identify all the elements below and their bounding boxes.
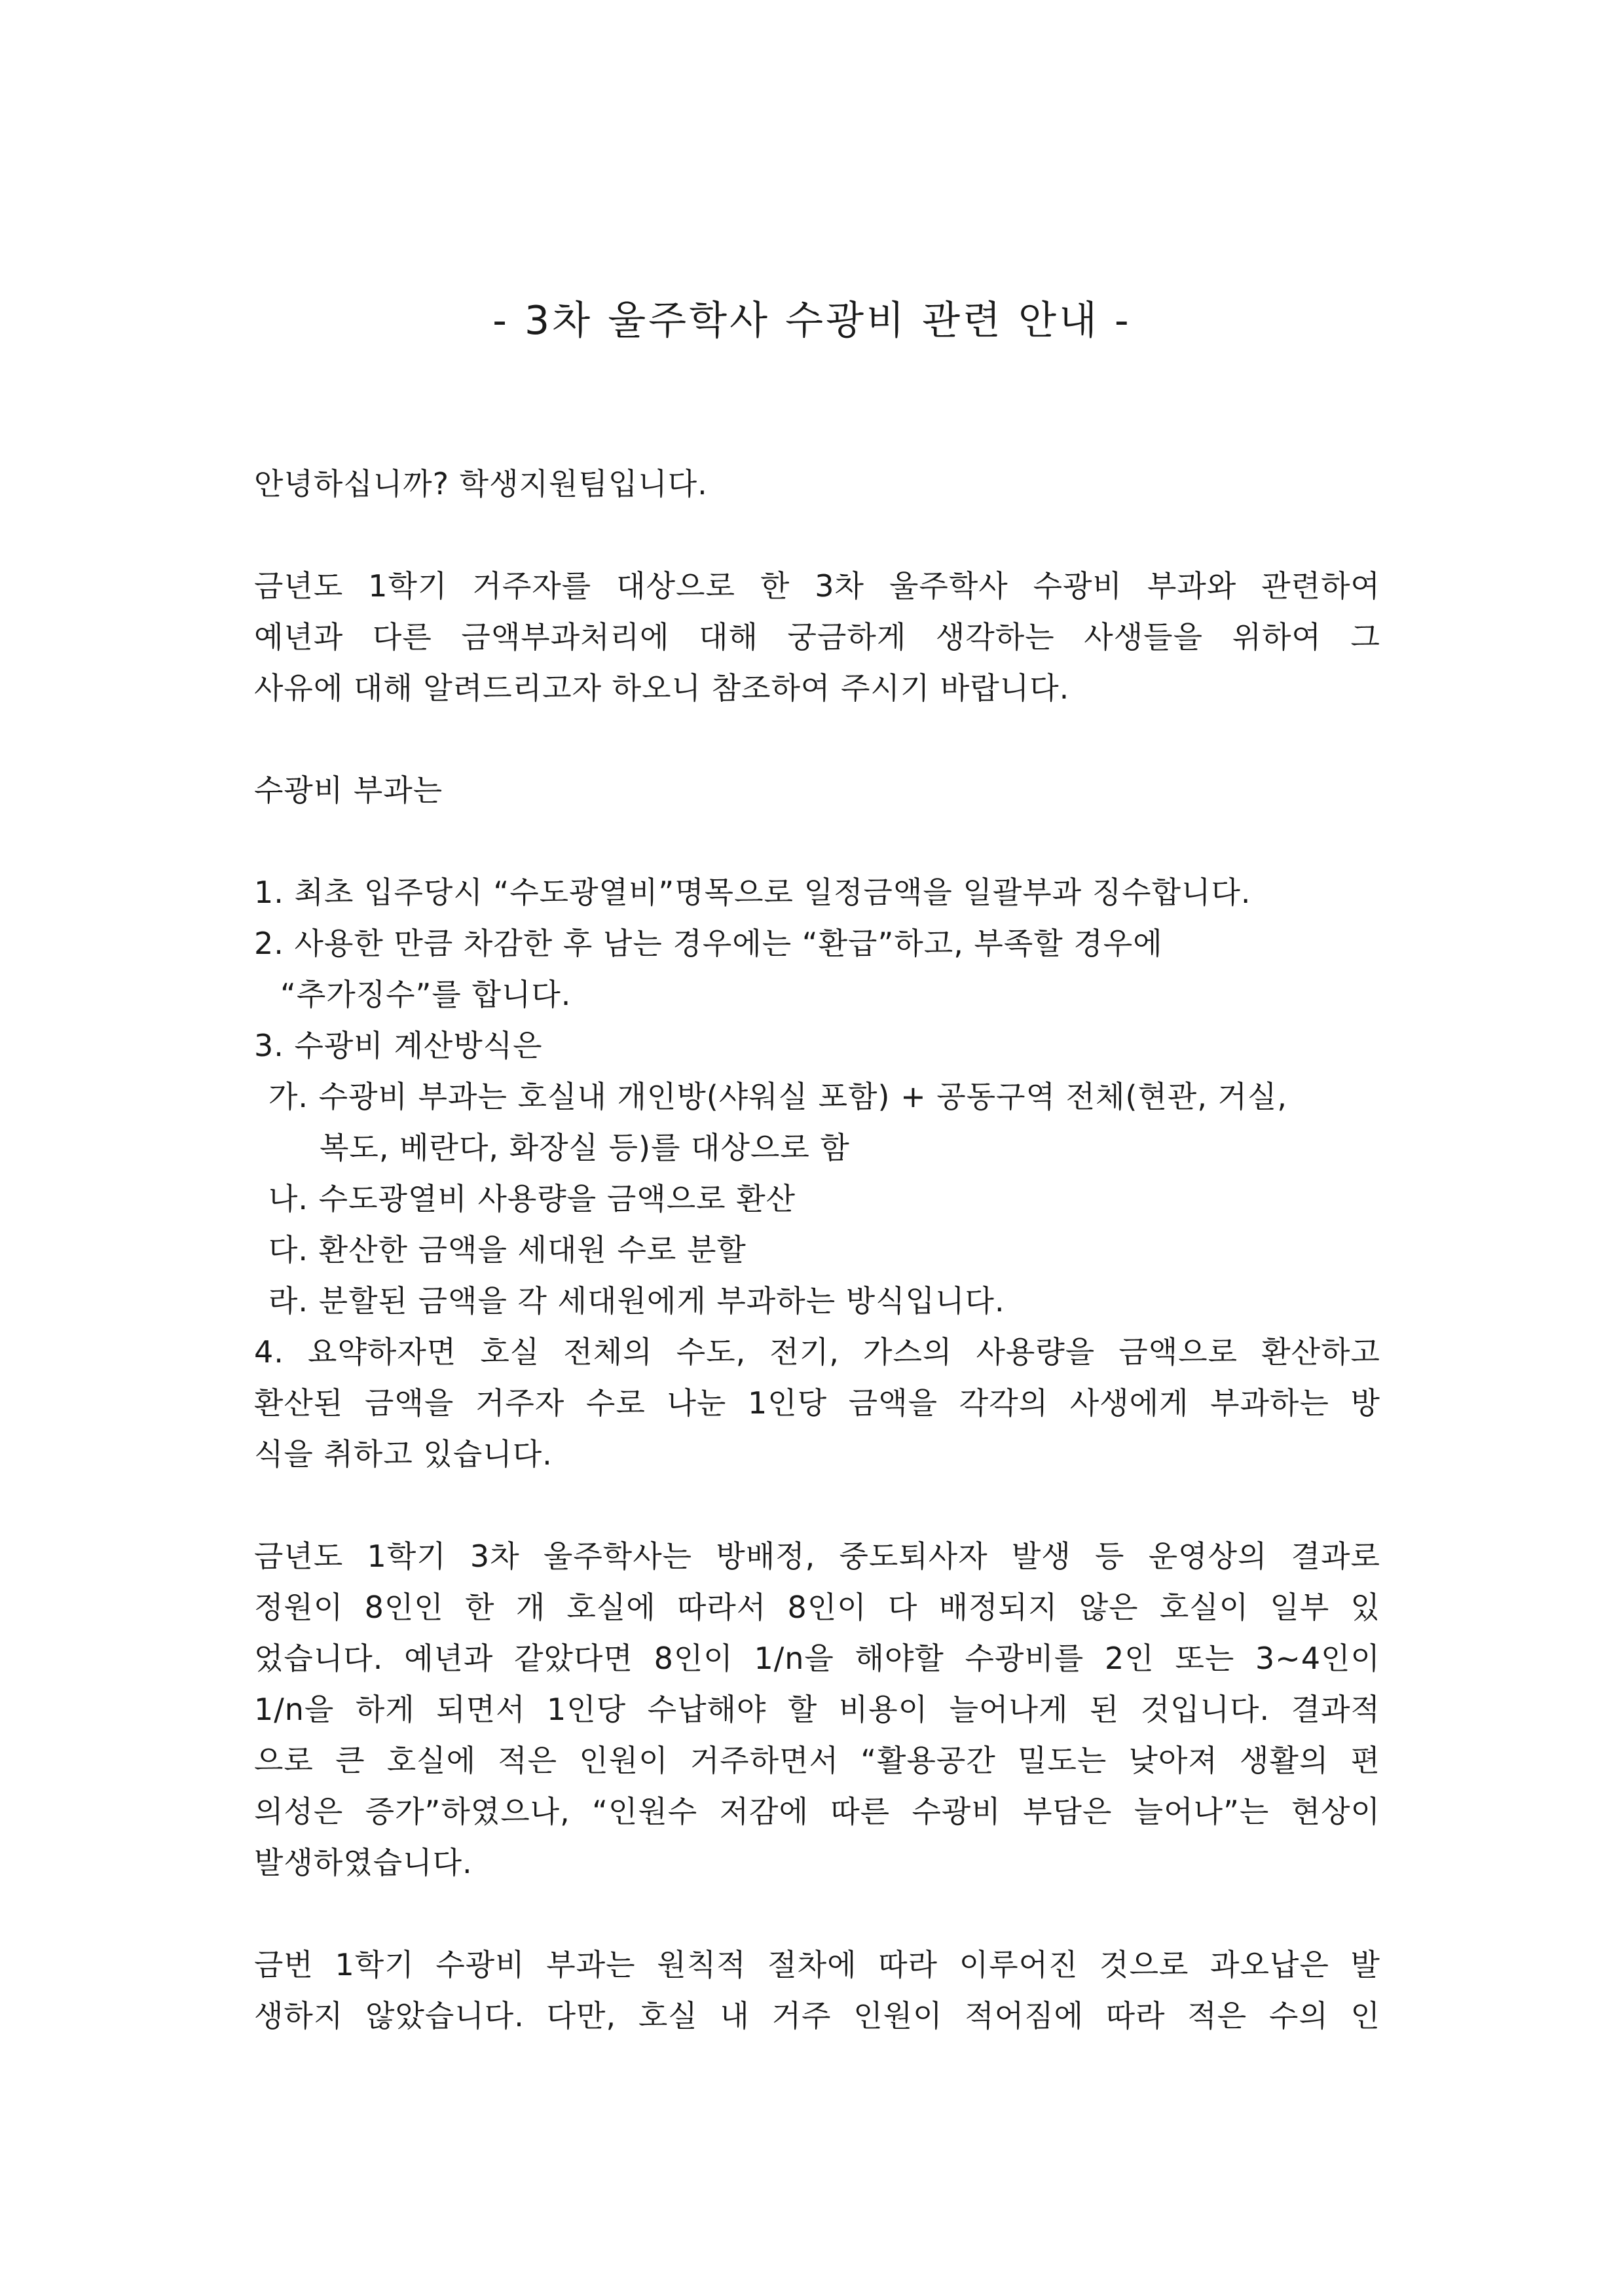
explanation-paragraph (254, 1531, 1380, 1888)
sub-item-ga-line-1: 가. 수광비 부과는 호실내 개인방(샤워실 포함) + 공동구역 전체(현관, 거실, (268, 1079, 1288, 1114)
explanation-line-3: 었습니다. 예년과 같았다면 8인이 1/n을 해야할 수광비를 2인 또는 3~4인이 (254, 1641, 1380, 1676)
sub-item-ra: 라. 분할된 금액을 각 세대원에게 부과하는 방식입니다. (268, 1283, 1005, 1319)
list-item-4-line-3: 식을 취하고 있습니다. (254, 1436, 553, 1472)
explanation-line-2: 정원이 8인인 한 개 호실에 따라서 8인이 다 배정되지 않은 호실이 일부 있 (254, 1590, 1380, 1625)
intro-line-1: 금년도 1학기 거주자를 대상으로 한 3차 울주학사 수광비 부과와 관련하여 (254, 568, 1380, 604)
greeting (254, 458, 1380, 509)
greeting-line: 안녕하십니까? 학생지원팀입니다. (254, 466, 708, 501)
conclusion-line-1: 금번 1학기 수광비 부과는 원칙적 절차에 따라 이루어진 것으로 과오납은 발 (254, 1947, 1380, 1982)
sub-item-ga-line-2: 복도, 베란다, 화장실 등)를 대상으로 함 (320, 1130, 850, 1165)
section-heading-text: 수광비 부과는 (254, 773, 443, 808)
list-item-1: 1. 최초 입주당시 “수도광열비”명목으로 일정금액을 일괄부과 징수합니다. (254, 875, 1251, 910)
intro-line-2: 예년과 다른 금액부과처리에 대해 궁금하게 생각하는 사생들을 위하여 그 (254, 619, 1380, 655)
sub-item-da: 다. 환산한 금액을 세대원 수로 분할 (268, 1232, 747, 1267)
list-item-4-line-1: 4. 요약하자면 호실 전체의 수도, 전기, 가스의 사용량을 금액으로 환산하고 (254, 1334, 1380, 1370)
list-item-3: 3. 수광비 계산방식은 (254, 1028, 543, 1063)
list-item-2-line-1: 2. 사용한 만큼 차감한 후 남는 경우에는 “환급”하고, 부족할 경우에 (254, 926, 1163, 961)
explanation-line-4: 1/n을 하게 되면서 1인당 수납해야 할 비용이 늘어나게 된 것입니다. 결과적 (254, 1692, 1380, 1727)
list-item-4-line-2: 환산된 금액을 거주자 수로 나눈 1인당 금액을 각각의 사생에게 부과하는 방 (254, 1385, 1380, 1421)
sub-item-na: 나. 수도광열비 사용량을 금액으로 환산 (268, 1181, 796, 1216)
explanation-line-7: 발생하였습니다. (254, 1845, 473, 1880)
document-title: - 3차 울주학사 수광비 관련 안내 - (492, 298, 1132, 344)
intro-paragraph (254, 560, 1380, 714)
document-body (254, 458, 1380, 2092)
conclusion-line-2: 생하지 않았습니다. 다만, 호실 내 거주 인원이 적어짐에 따라 적은 수의 인 (254, 1998, 1380, 2033)
intro-line-3: 사유에 대해 알려드리고자 하오니 참조하여 주시기 바랍니다. (254, 670, 1070, 706)
conclusion-paragraph (254, 1939, 1380, 2041)
list-item-2-line-2: “추가징수”를 합니다. (280, 977, 572, 1012)
section-heading (254, 765, 1380, 816)
billing-steps-list (254, 867, 1380, 1480)
explanation-line-1: 금년도 1학기 3차 울주학사는 방배정, 중도퇴사자 발생 등 운영상의 결과로 (254, 1539, 1380, 1574)
explanation-line-6: 의성은 증가”하였으나, “인원수 저감에 따른 수광비 부담은 늘어나”는 현상이 (254, 1794, 1380, 1829)
explanation-line-5: 으로 큰 호실에 적은 인원이 거주하면서 “활용공간 밀도는 낮아져 생활의 편 (254, 1743, 1380, 1778)
